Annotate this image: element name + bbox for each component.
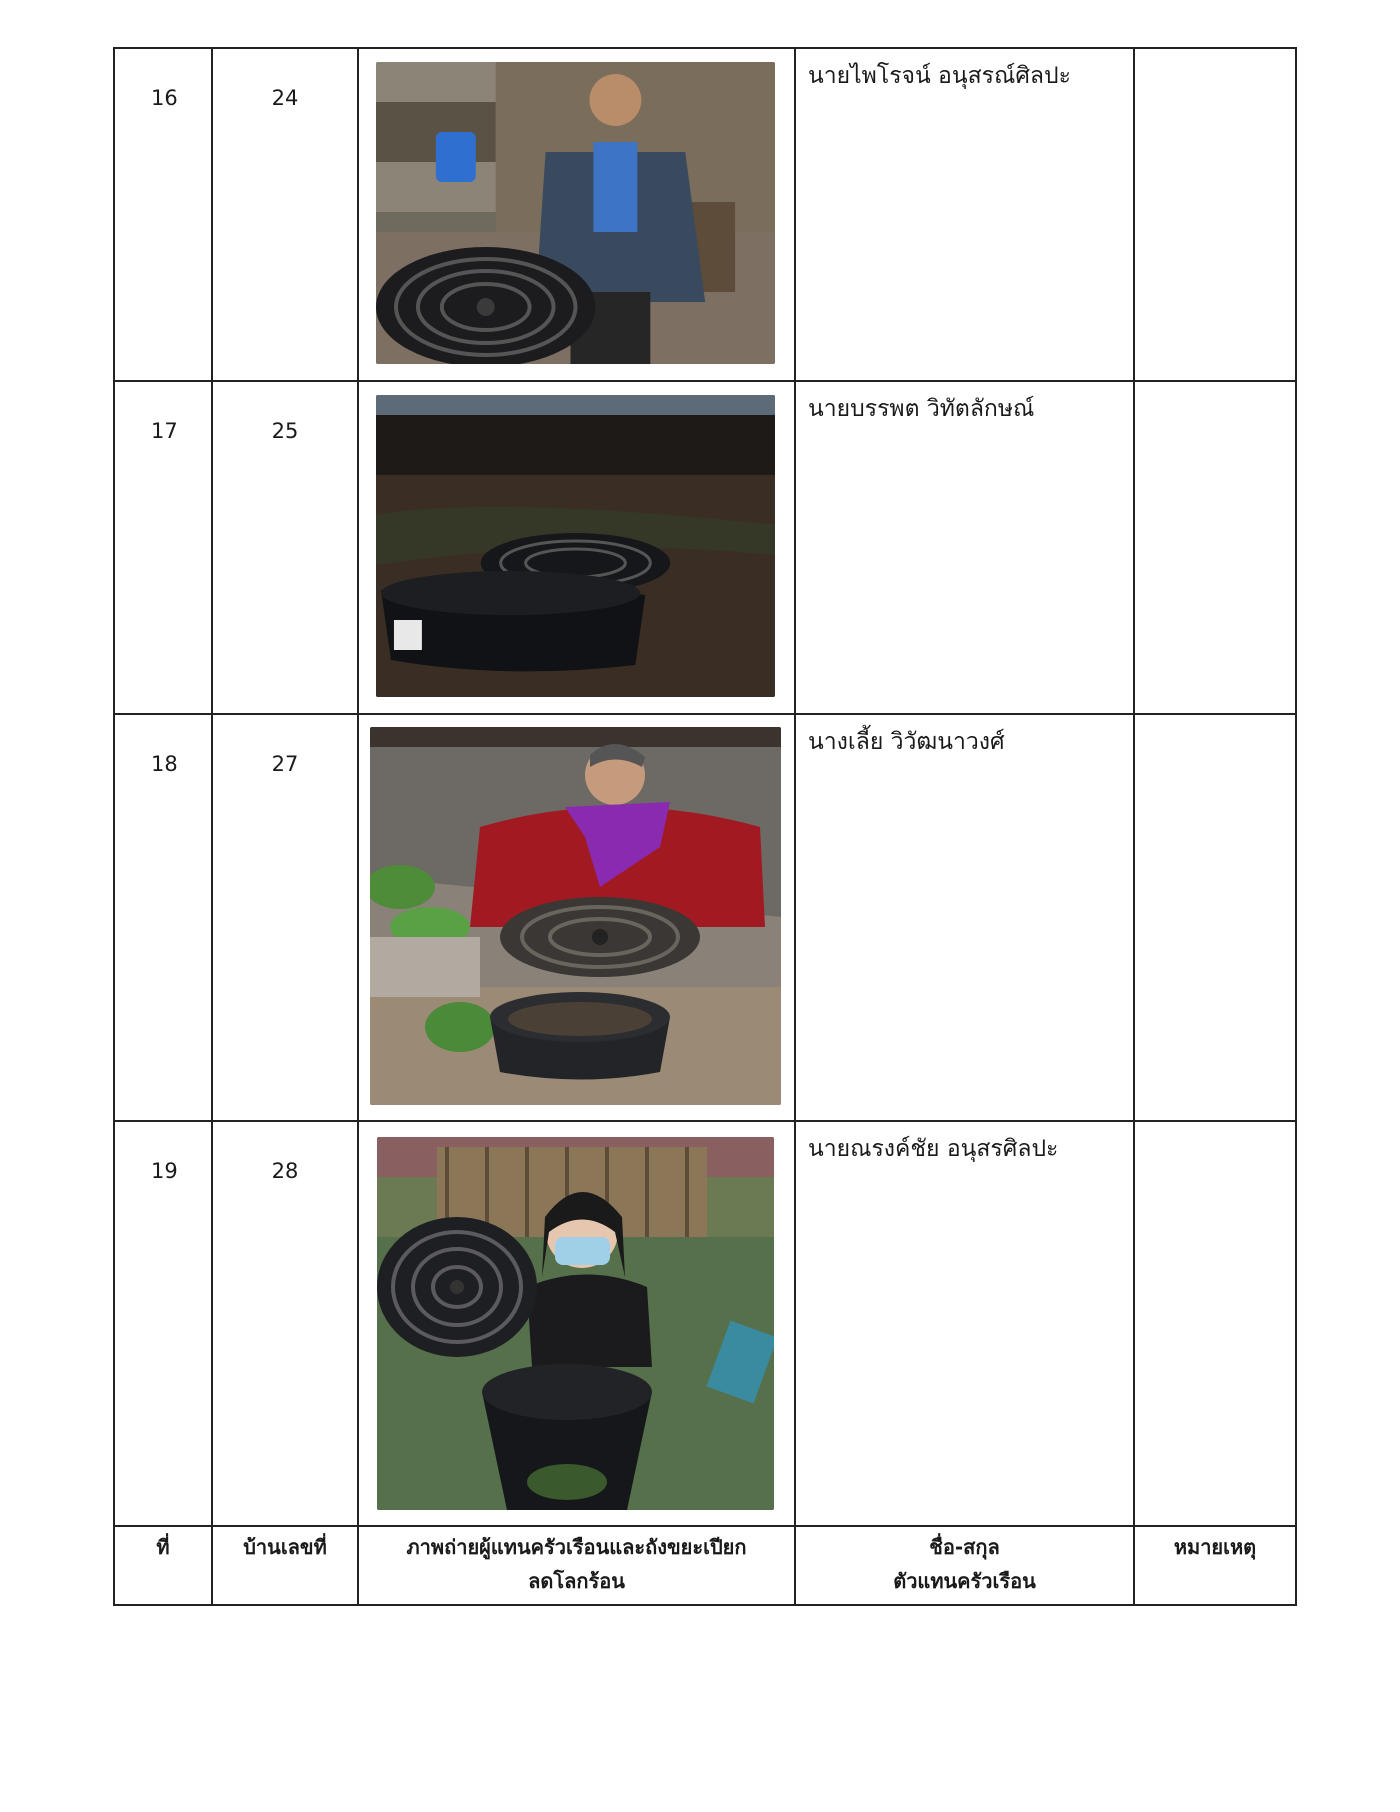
header-no-label: ที่ xyxy=(156,1535,170,1559)
header-name-line2: ตัวแทนครัวเรือน xyxy=(893,1569,1036,1593)
house-number: 25 xyxy=(271,419,299,443)
header-house-no xyxy=(212,1526,358,1605)
header-photo-line1: ภาพถ่ายผู้แทนครัวเรือนและถังขยะเปียก xyxy=(406,1535,747,1559)
header-photo-label xyxy=(359,1527,794,1598)
photo-girl-holding-bin-lid xyxy=(377,1137,774,1510)
cell-photo xyxy=(358,1121,795,1526)
cell-name xyxy=(795,1121,1134,1526)
header-remark xyxy=(1134,1526,1296,1605)
cell-name xyxy=(795,48,1134,381)
cell-no xyxy=(114,714,212,1121)
table-row xyxy=(114,1121,1296,1526)
row-number: 17 xyxy=(151,419,178,443)
header-name xyxy=(795,1526,1134,1605)
photo-man-holding-bin-lid xyxy=(376,62,775,364)
cell-name xyxy=(795,381,1134,714)
table-row xyxy=(114,48,1296,381)
house-number: 27 xyxy=(271,752,299,776)
house-number: 24 xyxy=(271,86,299,110)
cell-no xyxy=(114,1121,212,1526)
cell-remark xyxy=(1134,1121,1296,1526)
photo-woman-holding-bin-lid xyxy=(370,727,781,1105)
household-name: นายณรงค์ชัย อนุสรศิลปะ xyxy=(808,1136,1059,1162)
table-header-row xyxy=(114,1526,1296,1605)
cell-remark xyxy=(1134,714,1296,1121)
header-remark-label: หมายเหตุ xyxy=(1173,1535,1257,1559)
cell-house-no xyxy=(212,1121,358,1526)
cell-photo xyxy=(358,714,795,1121)
household-name: นายบรรพต วิทัตลักษณ์ xyxy=(808,396,1035,422)
table-row xyxy=(114,381,1296,714)
row-number: 19 xyxy=(151,1159,178,1183)
cell-remark xyxy=(1134,48,1296,381)
header-house-no-label: บ้านเลขที่ xyxy=(243,1535,327,1559)
cell-no xyxy=(114,381,212,714)
cell-house-no xyxy=(212,381,358,714)
cell-no xyxy=(114,48,212,381)
household-table xyxy=(113,47,1297,1606)
table-row xyxy=(114,714,1296,1121)
photo-bin-in-ground xyxy=(376,395,775,697)
household-name: นางเลี้ย วิวัฒนาวงศ์ xyxy=(808,729,1005,755)
row-number: 18 xyxy=(151,752,178,776)
cell-house-no xyxy=(212,48,358,381)
header-name-label xyxy=(796,1527,1133,1598)
header-photo-line2: ลดโลกร้อน xyxy=(528,1569,625,1593)
cell-remark xyxy=(1134,381,1296,714)
header-photo xyxy=(358,1526,795,1605)
cell-photo xyxy=(358,48,795,381)
header-no xyxy=(114,1526,212,1605)
cell-name xyxy=(795,714,1134,1121)
cell-photo xyxy=(358,381,795,714)
row-number: 16 xyxy=(151,86,178,110)
house-number: 28 xyxy=(271,1159,299,1183)
cell-house-no xyxy=(212,714,358,1121)
header-name-line1: ชื่อ-สกุล xyxy=(929,1535,1000,1559)
household-name: นายไพโรจน์ อนุสรณ์ศิลปะ xyxy=(808,63,1071,89)
